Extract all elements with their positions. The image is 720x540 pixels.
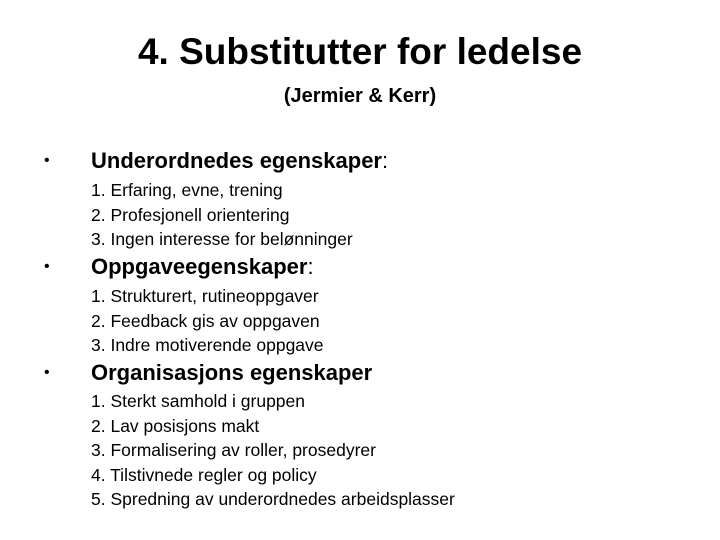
- bullet-marker: •: [44, 364, 50, 381]
- section-heading: [91, 148, 388, 174]
- list-item: 5. Spredning av underordnedes arbeidsplasser: [91, 489, 455, 509]
- section-heading-text: Organisasjons egenskaper: [91, 360, 373, 385]
- item-list: [91, 178, 353, 252]
- list-item: 1. Erfaring, evne, trening: [91, 180, 283, 200]
- list-item: 2. Lav posisjons makt: [91, 415, 260, 436]
- section-heading: [91, 254, 314, 280]
- bullet-marker: •: [44, 258, 50, 275]
- list-item: 1. Sterkt samhold i gruppen: [91, 391, 306, 411]
- list-item: 3. Ingen interesse for belønninger: [91, 229, 353, 249]
- item-list: [91, 389, 455, 512]
- list-item: 2. Feedback gis av oppgaven: [91, 310, 320, 331]
- list-item: 1. Strukturert, rutineoppgaver: [91, 286, 319, 306]
- heading-colon: :: [381, 148, 389, 173]
- bullet-marker: •: [44, 152, 50, 169]
- section-heading-text: Oppgaveegenskaper: [91, 254, 308, 279]
- item-list: [91, 284, 324, 358]
- list-item: 3. Formalisering av roller, prosedyrer: [91, 440, 376, 460]
- section-heading-text: Underordnedes egenskaper: [91, 148, 382, 173]
- section-heading: [91, 360, 372, 386]
- slide-title: 4. Substitutter for ledelse: [137, 31, 583, 72]
- heading-colon: :: [307, 254, 314, 279]
- list-item: 3. Indre motiverende oppgave: [91, 335, 324, 355]
- list-item: 2. Profesjonell orientering: [91, 204, 290, 225]
- list-item: 4. Tilstivnede regler og policy: [91, 464, 317, 485]
- slide-subtitle: (Jermier & Kerr): [283, 85, 437, 107]
